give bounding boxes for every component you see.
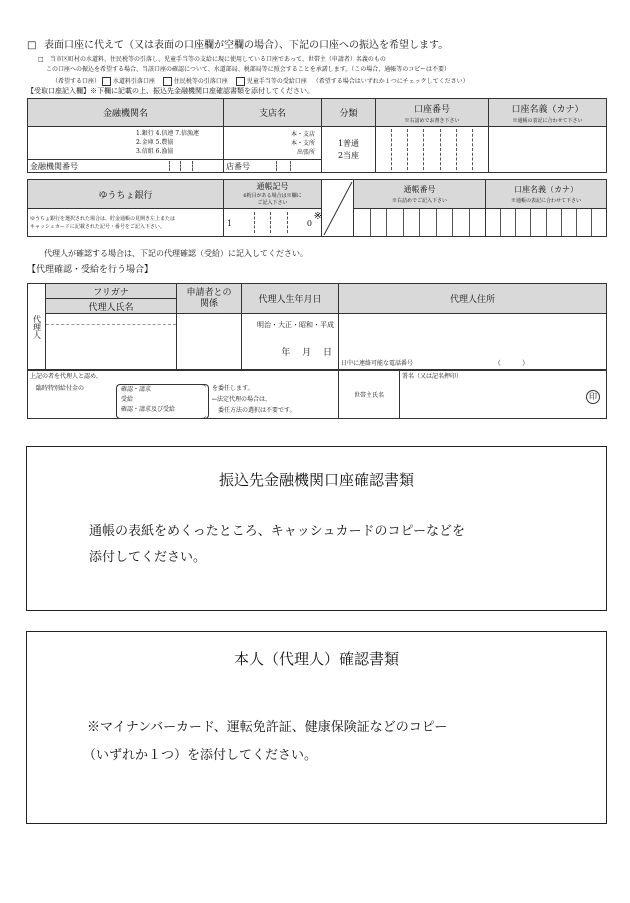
diagonal-cell bbox=[322, 180, 354, 237]
child-allowance-checkbox[interactable] bbox=[236, 77, 245, 86]
bank-code-cell[interactable] bbox=[28, 160, 224, 173]
sub-option-text-1: 当市区町村の水道料、住民税等の引落し、児童手当等の支給に現に使用している口座であって、世帯主（申請者）名義のもの bbox=[50, 56, 386, 63]
water-fee-checkbox[interactable] bbox=[102, 77, 111, 86]
yucho-bank-header: ゆうちょ銀行 bbox=[28, 180, 224, 209]
phone-paren: （ ） bbox=[494, 359, 529, 367]
symbol-note-2: ご記入下さい bbox=[257, 200, 288, 206]
account-number-header bbox=[376, 99, 489, 127]
proxy-name-cell[interactable] bbox=[46, 314, 177, 371]
passbook-number-header bbox=[354, 180, 486, 209]
preferred-account-label: （希望する口座） bbox=[52, 78, 101, 85]
yucho-table bbox=[27, 179, 607, 237]
bank-types-row-2: 2.金庫 5.農協 bbox=[136, 139, 174, 146]
delegation-text-5: 委任方法の選択は不要です。 bbox=[218, 407, 296, 414]
option-confirm-request[interactable]: 確認・請求 bbox=[121, 386, 152, 393]
main-checkbox[interactable]: □ bbox=[27, 40, 37, 51]
passbook-symbol-label: 通帳記号 bbox=[256, 182, 289, 191]
sub-option-line-3 bbox=[52, 77, 469, 86]
yucho-holder-note: ※通帳の表記に合わせて下さい bbox=[510, 198, 581, 204]
bank-document-line-2: 添付してください。 bbox=[89, 550, 207, 565]
passbook-number-note: ※右詰めでご記入下さい bbox=[391, 198, 447, 204]
account-type-cell[interactable] bbox=[322, 127, 376, 173]
relation-header bbox=[177, 284, 242, 314]
account-holder-header bbox=[489, 99, 607, 127]
child-allowance-label: 児童手当等の受給口座 bbox=[246, 78, 307, 85]
yucho-holder-cell[interactable] bbox=[486, 209, 607, 237]
relation-cell[interactable] bbox=[177, 314, 242, 371]
delegation-text-4: ←法定代理の場合は、 bbox=[212, 396, 272, 403]
bank-name-header: 金融機関名 bbox=[28, 99, 224, 127]
account-type-header: 分類 bbox=[322, 99, 376, 127]
proxy-name-header: 代理人氏名 bbox=[46, 299, 177, 314]
sixth-digit-mark: ※ bbox=[313, 211, 322, 222]
signature-cell[interactable] bbox=[400, 370, 607, 419]
bank-types-row-3: 3.信組 6.漁協 bbox=[136, 148, 174, 155]
branch-name-header: 支店名 bbox=[224, 99, 322, 127]
bank-account-table bbox=[27, 98, 607, 173]
furigana-header: フリガナ bbox=[46, 284, 177, 299]
proxy-table bbox=[27, 283, 607, 371]
symbol-first-digit: 1 bbox=[227, 219, 233, 228]
signature-label: 署名（又は記名押印） bbox=[402, 373, 463, 380]
symbol-last-digit: 0 bbox=[306, 219, 312, 228]
delegation-table bbox=[27, 369, 607, 419]
branch-code-label: 店番号 bbox=[226, 161, 250, 171]
identity-document-line-2: （いずれか１つ）を添付してください。 bbox=[83, 748, 318, 763]
yucho-holder-label: 口座名義（カナ） bbox=[514, 185, 578, 194]
branch-code-cell[interactable] bbox=[224, 160, 322, 173]
delegation-text-1: 上記の者を代理人と認め、 bbox=[30, 373, 102, 380]
ordinary-account-option[interactable]: 1普通 bbox=[337, 138, 360, 148]
account-number-cell[interactable] bbox=[376, 127, 489, 173]
account-holder-cell[interactable] bbox=[489, 127, 607, 173]
daytime-phone-label: 日中に連絡可能な電話番号 bbox=[341, 360, 414, 367]
delegation-text-3: を委任します。 bbox=[212, 385, 254, 392]
identity-document-title: 本人（代理人）確認書類 bbox=[233, 650, 399, 668]
branch-types-row-1: 本・支店 bbox=[290, 130, 315, 138]
bank-code-label: 金融機関番号 bbox=[30, 161, 78, 171]
passbook-symbol-cell[interactable] bbox=[224, 209, 322, 237]
diagonal-line bbox=[322, 180, 354, 237]
seal-mark: 印 bbox=[586, 390, 600, 404]
account-number-note: ※右詰めでお書き下さい bbox=[404, 117, 460, 124]
bank-document-box bbox=[26, 446, 607, 611]
birthdate-cell[interactable] bbox=[242, 314, 339, 371]
delegation-text-2: 臨時特別給付金の bbox=[36, 385, 85, 392]
address-cell[interactable] bbox=[339, 314, 607, 371]
option-confirm-request-receive[interactable]: 確認・請求及び受給 bbox=[121, 406, 176, 413]
relation-label-2: 関係 bbox=[199, 298, 218, 309]
account-holder-label: 口座名義（カナ） bbox=[511, 104, 584, 115]
bank-name-cell[interactable] bbox=[28, 127, 224, 160]
delegation-cell bbox=[28, 370, 339, 419]
yucho-holder-header bbox=[486, 180, 607, 209]
current-account-option[interactable]: 2当座 bbox=[337, 150, 360, 160]
option-receive[interactable]: 受給 bbox=[121, 396, 134, 403]
sub-checkbox[interactable]: □ bbox=[38, 56, 44, 63]
account-holder-note: ※通帳の表記に合わせて下さい bbox=[512, 117, 583, 124]
check-one-note: （希望する場合はいずれか１つにチェックしてください） bbox=[312, 78, 469, 85]
passbook-number-cell[interactable] bbox=[354, 209, 486, 237]
bank-document-line-1: 通帳の表紙をめくったところ、キャッシュカードのコピーなどを bbox=[89, 524, 465, 539]
main-option-text: 表面口座に代えて（又は表面の口座欄が空欄の場合）、下記の口座への振込を希望します。 bbox=[44, 40, 449, 51]
bank-types-row-1: 1.銀行 4.信連 7.信漁連 bbox=[136, 130, 199, 137]
proxy-section-title: 【代理確認・受給を行う場合】 bbox=[27, 265, 154, 275]
proxy-side-text: 代理人 bbox=[32, 315, 42, 339]
yucho-description-cell bbox=[28, 209, 224, 237]
passbook-symbol-note bbox=[224, 193, 321, 207]
identity-document-line-1: ※マイナンバーカード、運転免許証、健康保険証などのコピー bbox=[87, 720, 448, 735]
resident-tax-label: 住民税等の引落口座 bbox=[173, 78, 228, 85]
branch-types-row-2: 本・支所 bbox=[290, 139, 315, 147]
symbol-note-1: 6桁目がある場合は※欄に bbox=[243, 193, 302, 199]
branch-types-row-3: 出張所 bbox=[296, 148, 315, 156]
water-fee-label: 水道料引落口座 bbox=[112, 78, 155, 85]
bank-document-title: 振込先金融機関口座確認書類 bbox=[218, 471, 414, 489]
account-section-title: 【受取口座記入欄】※下欄に記載の上、振込先金融機関口座確認書類を添付してください。 bbox=[27, 87, 314, 95]
brace-right bbox=[202, 384, 209, 419]
birthdate-ymd: 年 月 日 bbox=[281, 348, 332, 358]
proxy-intro: 代理人が確認する場合は、下記の代理確認（受給）に記入してください。 bbox=[44, 249, 308, 258]
passbook-symbol-header bbox=[224, 180, 322, 209]
yucho-desc-1: ゆうちょ銀行を選択された場合は、貯金通帳の見開き左上または bbox=[30, 215, 176, 222]
passbook-number-label: 通帳番号 bbox=[403, 185, 436, 194]
resident-tax-checkbox[interactable] bbox=[163, 77, 172, 86]
relation-label-1: 申請者との bbox=[186, 287, 232, 298]
address-header: 代理人住所 bbox=[339, 284, 607, 314]
birthdate-header: 代理人生年月日 bbox=[242, 284, 339, 314]
sub-option-text-2: この口座への振込を希望する場合、当該口座の確認について、水道部局、税部局等に照会することを承諾します。（この場合、通帳等のコピーは不要） bbox=[46, 66, 451, 73]
era-options[interactable]: 明治・大正・昭和・平成 bbox=[257, 321, 334, 329]
proxy-side-label bbox=[28, 284, 46, 371]
account-number-label: 口座番号 bbox=[413, 104, 450, 115]
identity-document-box bbox=[26, 631, 607, 824]
yucho-desc-2: キャッシュカードに記載された記号・番号をご記入下さい。 bbox=[30, 223, 165, 230]
delegation-options[interactable] bbox=[116, 384, 206, 419]
head-name-label: 世帯主氏名 bbox=[339, 370, 400, 419]
branch-name-cell[interactable] bbox=[224, 127, 322, 160]
